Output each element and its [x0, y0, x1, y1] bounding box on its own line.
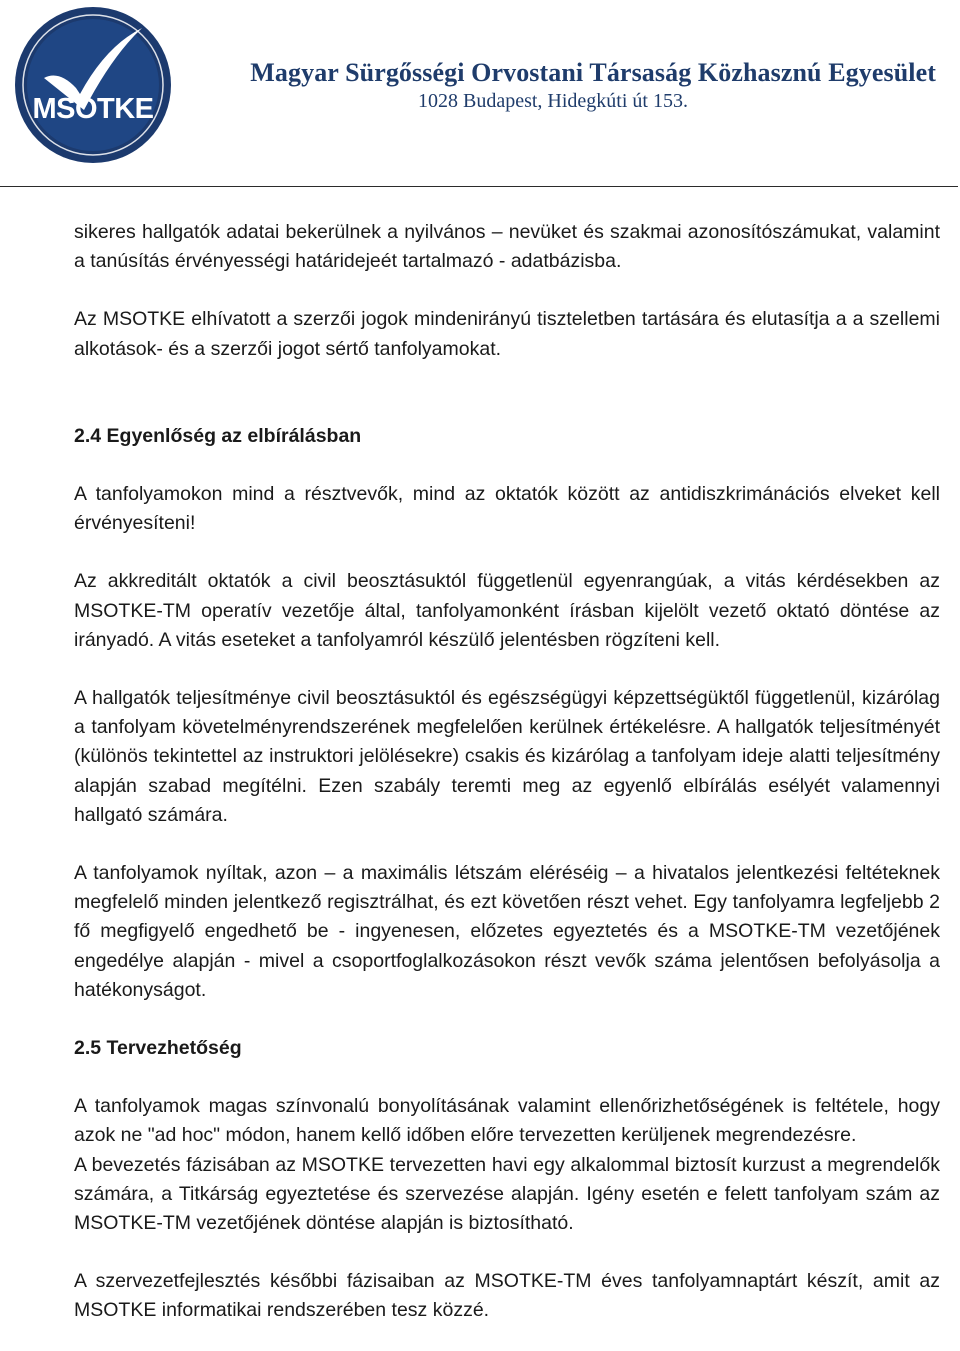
logo-text: MSOTKE [32, 93, 154, 125]
spacer [74, 276, 940, 305]
spacer [74, 830, 940, 859]
spacer [74, 1063, 940, 1092]
spacer [74, 655, 940, 684]
spacer [74, 1005, 940, 1034]
spacer [74, 451, 940, 480]
paragraph: A szervezetfejlesztés későbbi fázisaiban az MSOTKE-TM éves tanfolyamnaptárt készít, amit az MSOTKE informatikai rendszerében tesz közzé. [74, 1270, 940, 1322]
section-heading-2-5: 2.5 Tervezhetőség [74, 1037, 242, 1060]
header-divider [0, 186, 958, 187]
paragraph: A tanfolyamok magas színvonalú bonyolításának valamint ellenőrizhetőségének is feltétele, hogy azok ne "ad hoc" módon, hanem kellő időben előre tervezetten kerüljenek megrendezésre. [74, 1095, 940, 1147]
spacer [74, 538, 940, 567]
spacer [74, 1238, 940, 1267]
organization-address: 1028 Budapest, Hidegkúti út 153. [418, 90, 688, 112]
organization-name: Magyar Sürgősségi Orvostani Társaság Közhasznú Egyesület [250, 58, 936, 87]
paragraph: sikeres hallgatók adatai bekerülnek a nyilvános – nevüket és szakmai azonosítószámukat, valamint a tanúsítás érvényességi határidejeét tartalmazó - adatbázisba. [74, 221, 940, 273]
section-heading-2-4: 2.4 Egyenlőség az elbírálásban [74, 424, 362, 447]
paragraph: A hallgatók teljesítménye civil beosztásuktól és egészségügyi képzettségüktől függetlenül, kizárólag a tanfolyam követelményrendszerének megfelelően kerülnek értékelésre. A hallgatók teljesítményét (különös tekintettel az instruktori jelölésekre) csakis és kizárólag a tanfolyam ideje alatti teljesítmény alapján szabad megítélni. Ezen szabály teremti meg az egyenlő elbírálás esélyét valamennyi hallgató számára. [74, 687, 940, 826]
document-body [74, 218, 940, 1326]
spacer [74, 393, 940, 422]
paragraph: Az MSOTKE elhívatott a szerzői jogok mindenirányú tiszteletben tartására és elutasítja a a szellemi alkotások- és a szerzői jogot sértő tanfolyamokat. [74, 308, 940, 360]
spacer [74, 364, 940, 393]
msotke-logo [14, 6, 172, 164]
paragraph: A tanfolyamok nyíltak, azon – a maximális létszám eléréséig – a hivatalos jelentkezési feltéteknek megfelelő minden jelentkező regisztrálhat, és ezt követően részt vehet. Egy tanfolyamra legfeljebb 2 fő megfigyelő engedhető be - ingyenesen, előzetes egyeztetés és a MSOTKE-TM vezetőjének engedélye alapján - mivel a csoportfoglalkozásokon részt vevők száma jelentősen befolyásolja a hatékonyságot. [74, 862, 940, 1001]
paragraph: A tanfolyamokon mind a résztvevők, mind az oktatók között az antidiszkrimánációs elveket kell érvényesíteni! [74, 483, 940, 535]
letterhead [0, 0, 960, 190]
paragraph: A bevezetés fázisában az MSOTKE tervezetten havi egy alkalommal biztosít kurzust a megrendelők számára, a Titkárság egyeztetése és szervezése alapján. Igény esetén e felett tanfolyam szám az MSOTKE-TM vezetőjének döntése alapján is biztosítható. [74, 1153, 940, 1235]
paragraph: Az akkreditált oktatók a civil beosztásuktól függetlenül egyenrangúak, a vitás kérdésekben az MSOTKE-TM operatív vezetője által, tanfolyamonként írásban kijelölt vezető oktató döntése az irányadó. A vitás eseteket a tanfolyamról készülő jelentésben rögzíteni kell. [74, 570, 940, 651]
